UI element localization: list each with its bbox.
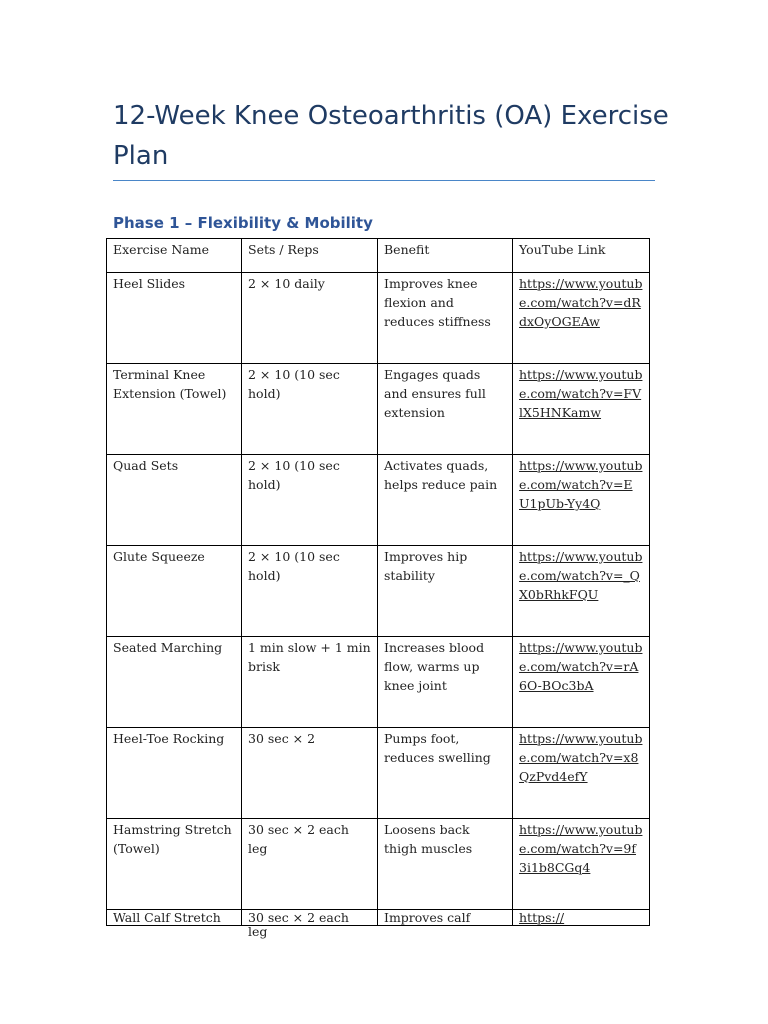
header-exercise-name: Exercise Name [107,239,242,273]
sets-reps-text: 30 sec × 2 each leg [248,910,349,939]
youtube-link[interactable]: https://www.youtube.com/watch?v=dRdxOyOGEAw [519,276,643,329]
exercise-name-cell: Heel-Toe Rocking [107,728,242,819]
youtube-link[interactable]: https://www.youtube.com/watch?v=rA6O-BOc3bA [519,640,643,693]
exercise-name-cell: Seated Marching [107,637,242,728]
exercise-name-cell [107,910,242,926]
youtube-link-cell [513,546,650,637]
header-youtube-link: YouTube Link [513,239,650,273]
table-row [107,364,650,455]
header-sets-reps: Sets / Reps [242,239,378,273]
table-row [107,455,650,546]
exercise-name-cell: Heel Slides [107,273,242,364]
exercise-name-cell: Glute Squeeze [107,546,242,637]
benefit-cell: Pumps foot, reduces swelling [378,728,513,819]
youtube-link[interactable]: https://www.youtube.com/watch?v=EU1pUb-Yy4Q [519,458,643,511]
exercise-name-cell: Quad Sets [107,455,242,546]
sets-reps-cell: 2 × 10 (10 sec hold) [242,546,378,637]
benefit-text: Improves calf [384,910,471,925]
youtube-link[interactable]: https://www.youtube.com/watch?v=FVlX5HNKamw [519,367,643,420]
title-divider [113,180,655,181]
sets-reps-cell [242,910,378,939]
benefit-cell: Improves hip stability [378,546,513,637]
sets-reps-cell: 2 × 10 (10 sec hold) [242,364,378,455]
table-header-row [107,239,650,273]
table-row [107,728,650,819]
youtube-link[interactable]: https://www.youtube.com/watch?v=_QX0bRhkFQU [519,549,643,602]
youtube-link[interactable]: https://www.youtube.com/watch?v=9f3i1b8CGq4 [519,822,643,875]
sets-reps-cell: 1 min slow + 1 min brisk [242,637,378,728]
youtube-link-cell [513,637,650,728]
benefit-cell: Loosens back thigh muscles [378,819,513,910]
benefit-cell: Improves knee flexion and reduces stiffness [378,273,513,364]
table-row [107,637,650,728]
youtube-link-cell [513,910,650,926]
phase-heading: Phase 1 – Flexibility & Mobility [113,214,373,232]
benefit-cell: Increases blood flow, warms up knee joint [378,637,513,728]
benefit-cell: Engages quads and ensures full extension [378,364,513,455]
table-row [107,819,650,910]
sets-reps-cell: 2 × 10 daily [242,273,378,364]
youtube-link[interactable]: https:// [519,910,565,925]
youtube-link-cell [513,364,650,455]
sets-reps-cell: 30 sec × 2 each leg [242,819,378,910]
exercise-name-cell: Terminal Knee Extension (Towel) [107,364,242,455]
youtube-link-cell [513,273,650,364]
document-title: 12-Week Knee Osteoarthritis (OA) Exercise Plan [113,101,669,171]
sets-reps-cell: 30 sec × 2 [242,728,378,819]
benefit-cell [378,910,513,926]
table-row [107,910,650,926]
exercise-name-cell: Hamstring Stretch (Towel) [107,819,242,910]
youtube-link-cell [513,819,650,910]
youtube-link-cell [513,455,650,546]
exercise-name-text: Wall Calf Stretch [113,910,221,925]
exercise-table [106,238,650,939]
benefit-cell: Activates quads, helps reduce pain [378,455,513,546]
table-row [107,546,650,637]
header-benefit: Benefit [378,239,513,273]
table-row [107,273,650,364]
youtube-link-cell [513,728,650,819]
youtube-link[interactable]: https://www.youtube.com/watch?v=x8QzPvd4efY [519,731,643,784]
sets-reps-cell: 2 × 10 (10 sec hold) [242,455,378,546]
